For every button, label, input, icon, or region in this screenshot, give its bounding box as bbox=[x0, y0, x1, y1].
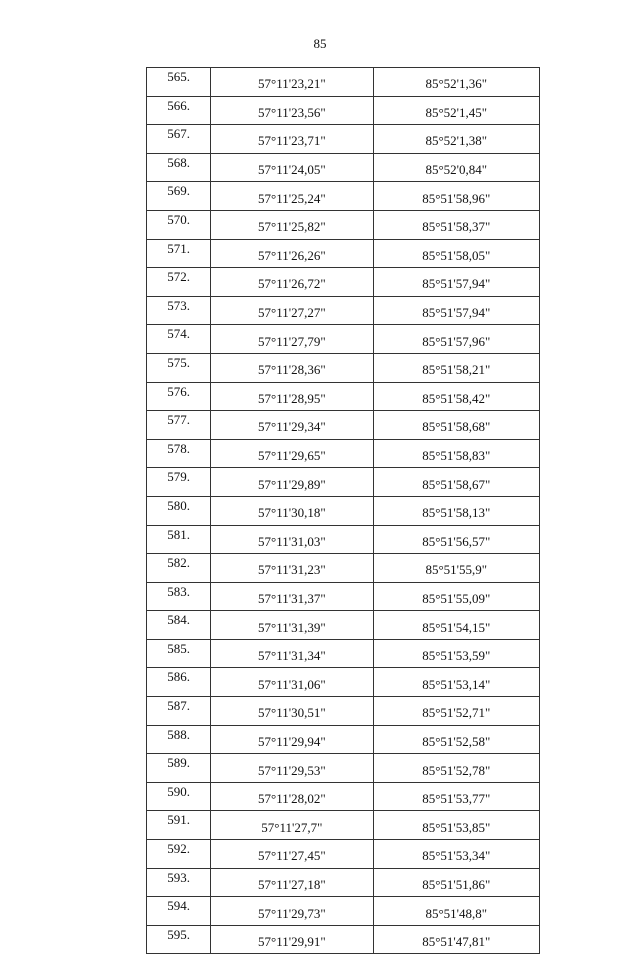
point-number-cell: 569. bbox=[147, 182, 211, 211]
longitude-cell: 85°51'58,67" bbox=[373, 468, 539, 497]
table-row bbox=[147, 153, 540, 182]
latitude-cell: 57°11'27,27" bbox=[211, 296, 373, 325]
table-row bbox=[147, 554, 540, 583]
longitude-cell: 85°51'56,57" bbox=[373, 525, 539, 554]
longitude-cell: 85°51'58,05" bbox=[373, 239, 539, 268]
latitude-cell: 57°11'27,79" bbox=[211, 325, 373, 354]
table-row bbox=[147, 182, 540, 211]
latitude-cell: 57°11'28,02" bbox=[211, 782, 373, 811]
latitude-cell: 57°11'31,34" bbox=[211, 639, 373, 668]
longitude-cell: 85°51'52,58" bbox=[373, 725, 539, 754]
table-row bbox=[147, 382, 540, 411]
table-row bbox=[147, 210, 540, 239]
longitude-cell: 85°51'57,94" bbox=[373, 296, 539, 325]
table-row bbox=[147, 239, 540, 268]
latitude-cell: 57°11'27,7" bbox=[211, 811, 373, 840]
longitude-cell: 85°51'55,9" bbox=[373, 554, 539, 583]
point-number-cell: 586. bbox=[147, 668, 211, 697]
longitude-cell: 85°51'48,8" bbox=[373, 897, 539, 926]
point-number-cell: 579. bbox=[147, 468, 211, 497]
point-number-cell: 581. bbox=[147, 525, 211, 554]
point-number-cell: 585. bbox=[147, 639, 211, 668]
table-row bbox=[147, 125, 540, 154]
latitude-cell: 57°11'30,51" bbox=[211, 697, 373, 726]
longitude-cell: 85°51'58,42" bbox=[373, 382, 539, 411]
latitude-cell: 57°11'31,37" bbox=[211, 582, 373, 611]
point-number-cell: 568. bbox=[147, 153, 211, 182]
latitude-cell: 57°11'24,05" bbox=[211, 153, 373, 182]
latitude-cell: 57°11'25,82" bbox=[211, 210, 373, 239]
table-row bbox=[147, 868, 540, 897]
latitude-cell: 57°11'28,36" bbox=[211, 353, 373, 382]
table-row bbox=[147, 811, 540, 840]
longitude-cell: 85°51'58,83" bbox=[373, 439, 539, 468]
point-number-cell: 589. bbox=[147, 754, 211, 783]
longitude-cell: 85°52'0,84" bbox=[373, 153, 539, 182]
table-row bbox=[147, 925, 540, 954]
longitude-cell: 85°52'1,38" bbox=[373, 125, 539, 154]
latitude-cell: 57°11'30,18" bbox=[211, 496, 373, 525]
table-row bbox=[147, 411, 540, 440]
longitude-cell: 85°51'52,71" bbox=[373, 697, 539, 726]
table-row bbox=[147, 582, 540, 611]
latitude-cell: 57°11'29,94" bbox=[211, 725, 373, 754]
latitude-cell: 57°11'29,89" bbox=[211, 468, 373, 497]
longitude-cell: 85°51'58,37" bbox=[373, 210, 539, 239]
latitude-cell: 57°11'26,26" bbox=[211, 239, 373, 268]
table-row bbox=[147, 268, 540, 297]
latitude-cell: 57°11'25,24" bbox=[211, 182, 373, 211]
table-row bbox=[147, 296, 540, 325]
table-row bbox=[147, 697, 540, 726]
latitude-cell: 57°11'29,34" bbox=[211, 411, 373, 440]
table-row bbox=[147, 897, 540, 926]
longitude-cell: 85°51'53,77" bbox=[373, 782, 539, 811]
longitude-cell: 85°51'47,81" bbox=[373, 925, 539, 954]
point-number-cell: 580. bbox=[147, 496, 211, 525]
point-number-cell: 588. bbox=[147, 725, 211, 754]
point-number-cell: 595. bbox=[147, 925, 211, 954]
point-number-cell: 584. bbox=[147, 611, 211, 640]
longitude-cell: 85°51'53,34" bbox=[373, 840, 539, 869]
point-number-cell: 567. bbox=[147, 125, 211, 154]
point-number-cell: 575. bbox=[147, 353, 211, 382]
point-number-cell: 578. bbox=[147, 439, 211, 468]
longitude-cell: 85°51'58,13" bbox=[373, 496, 539, 525]
longitude-cell: 85°51'58,96" bbox=[373, 182, 539, 211]
latitude-cell: 57°11'29,53" bbox=[211, 754, 373, 783]
table-row bbox=[147, 353, 540, 382]
table-row bbox=[147, 468, 540, 497]
table-row bbox=[147, 496, 540, 525]
page-number: 85 bbox=[313, 36, 327, 51]
table-row bbox=[147, 782, 540, 811]
point-number-cell: 591. bbox=[147, 811, 211, 840]
point-number-cell: 572. bbox=[147, 268, 211, 297]
point-number-cell: 573. bbox=[147, 296, 211, 325]
latitude-cell: 57°11'29,91" bbox=[211, 925, 373, 954]
latitude-cell: 57°11'28,95" bbox=[211, 382, 373, 411]
point-number-cell: 594. bbox=[147, 897, 211, 926]
table-row bbox=[147, 68, 540, 97]
latitude-cell: 57°11'29,65" bbox=[211, 439, 373, 468]
latitude-cell: 57°11'31,06" bbox=[211, 668, 373, 697]
latitude-cell: 57°11'23,21" bbox=[211, 68, 373, 97]
longitude-cell: 85°51'58,68" bbox=[373, 411, 539, 440]
latitude-cell: 57°11'23,71" bbox=[211, 125, 373, 154]
longitude-cell: 85°51'55,09" bbox=[373, 582, 539, 611]
longitude-cell: 85°51'53,85" bbox=[373, 811, 539, 840]
latitude-cell: 57°11'31,39" bbox=[211, 611, 373, 640]
point-number-cell: 571. bbox=[147, 239, 211, 268]
latitude-cell: 57°11'23,56" bbox=[211, 96, 373, 125]
coordinates-table bbox=[146, 67, 540, 954]
latitude-cell: 57°11'29,73" bbox=[211, 897, 373, 926]
point-number-cell: 593. bbox=[147, 868, 211, 897]
coordinates-table-body bbox=[147, 68, 540, 954]
longitude-cell: 85°51'57,94" bbox=[373, 268, 539, 297]
point-number-cell: 583. bbox=[147, 582, 211, 611]
longitude-cell: 85°51'57,96" bbox=[373, 325, 539, 354]
point-number-cell: 582. bbox=[147, 554, 211, 583]
latitude-cell: 57°11'26,72" bbox=[211, 268, 373, 297]
longitude-cell: 85°51'54,15" bbox=[373, 611, 539, 640]
table-row bbox=[147, 439, 540, 468]
latitude-cell: 57°11'31,03" bbox=[211, 525, 373, 554]
longitude-cell: 85°51'58,21" bbox=[373, 353, 539, 382]
table-row bbox=[147, 639, 540, 668]
table-row bbox=[147, 611, 540, 640]
longitude-cell: 85°51'53,59" bbox=[373, 639, 539, 668]
point-number-cell: 565. bbox=[147, 68, 211, 97]
longitude-cell: 85°51'52,78" bbox=[373, 754, 539, 783]
longitude-cell: 85°51'51,86" bbox=[373, 868, 539, 897]
latitude-cell: 57°11'31,23" bbox=[211, 554, 373, 583]
table-row bbox=[147, 725, 540, 754]
point-number-cell: 566. bbox=[147, 96, 211, 125]
point-number-cell: 577. bbox=[147, 411, 211, 440]
point-number-cell: 587. bbox=[147, 697, 211, 726]
point-number-cell: 576. bbox=[147, 382, 211, 411]
point-number-cell: 592. bbox=[147, 840, 211, 869]
table-row bbox=[147, 668, 540, 697]
table-row bbox=[147, 325, 540, 354]
point-number-cell: 570. bbox=[147, 210, 211, 239]
longitude-cell: 85°51'53,14" bbox=[373, 668, 539, 697]
latitude-cell: 57°11'27,45" bbox=[211, 840, 373, 869]
point-number-cell: 590. bbox=[147, 782, 211, 811]
table-row bbox=[147, 96, 540, 125]
table-row bbox=[147, 840, 540, 869]
longitude-cell: 85°52'1,45" bbox=[373, 96, 539, 125]
longitude-cell: 85°52'1,36" bbox=[373, 68, 539, 97]
point-number-cell: 574. bbox=[147, 325, 211, 354]
table-row bbox=[147, 525, 540, 554]
table-row bbox=[147, 754, 540, 783]
latitude-cell: 57°11'27,18" bbox=[211, 868, 373, 897]
